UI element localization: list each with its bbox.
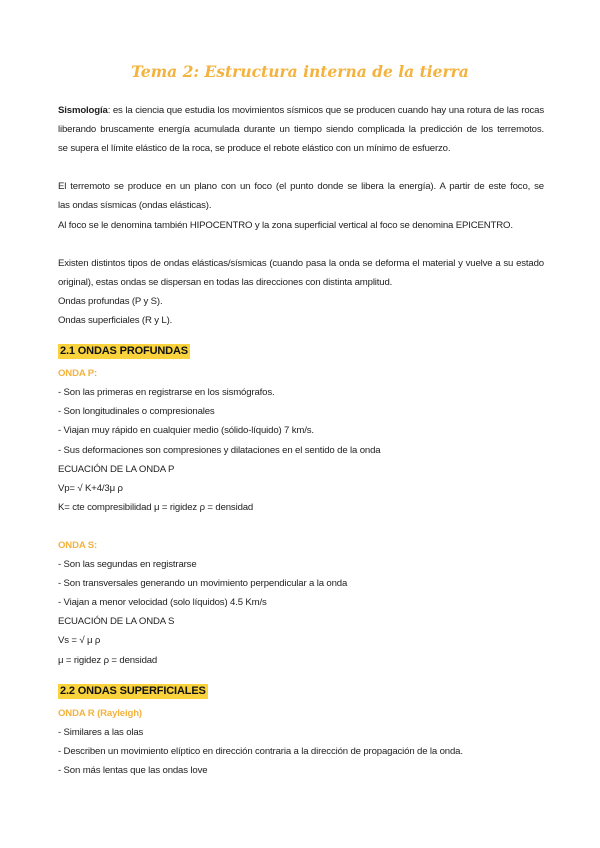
intro-line-1 — [58, 101, 544, 120]
onda-s-item-2: - Son transversales generando un movimiento perpendicular a la onda — [58, 578, 348, 590]
onda-r-item-2: - Describen un movimiento elíptico en dirección contraria a la dirección de propagación de la onda. — [58, 745, 463, 757]
term-sismologia: Sismología — [58, 105, 108, 116]
para3-line-1: Existen distintos tipos de ondas elásticas/sísmicas (cuando pasa la onda se deforma el material y vuelve a su estado — [58, 257, 544, 269]
onda-p-eq-legend: K= cte compresibilidad μ = rigidez ρ = densidad — [58, 501, 254, 513]
document-title: Tema 2: Estructura interna de la tierra — [131, 62, 469, 81]
section-heading-ondas-superficiales — [58, 680, 544, 704]
para3-line-2: original), estas ondas se dispersan en todas las direcciones con distinta amplitud. — [58, 276, 393, 288]
spacer — [58, 517, 544, 536]
section-heading-text: 2.1 ONDAS PROFUNDAS — [60, 345, 188, 358]
onda-s-equation: Vs = √ μ ρ — [58, 635, 101, 647]
para3-line-3: Ondas profundas (P y S). — [58, 295, 163, 307]
intro-line-1-rest: : es la ciencia que estudia los movimientos sísmicos que se producen cuando hay una rotura de las rocas — [107, 105, 544, 116]
onda-r-item-1: - Similares a las olas — [58, 726, 144, 738]
onda-s-eq-legend: μ = rigidez ρ = densidad — [58, 654, 158, 666]
spacer — [58, 670, 544, 680]
onda-r-item-3: - Son más lentas que las ondas love — [58, 764, 208, 776]
para2-line-1: El terremoto se produce en un plano con un foco (el punto donde se libera la energía). A partir de este foco, se — [58, 181, 544, 193]
onda-s-label: ONDA S: — [58, 539, 98, 551]
onda-p-item-4: - Sus deformaciones son compresiones y dilataciones en el sentido de la onda — [58, 444, 381, 456]
onda-r-label: ONDA R (Rayleigh) — [58, 707, 142, 719]
section-heading-text: 2.2 ONDAS SUPERFICIALES — [60, 684, 206, 697]
onda-s-item-3: - Viajan a menor velocidad (solo líquidos) 4.5 Km/s — [58, 597, 267, 609]
onda-p-item-1: - Son las primeras en registrarse en los sismógrafos. — [58, 387, 275, 399]
spacer — [58, 330, 544, 340]
onda-p-item-3: - Viajan muy rápido en cualquier medio (sólido-líquido) 7 km/s. — [58, 425, 314, 437]
para3-line-4: Ondas superficiales (R y L). — [58, 315, 173, 327]
onda-s-item-1: - Son las segundas en registrarse — [58, 559, 197, 571]
onda-p-item-2: - Son longitudinales o compresionales — [58, 406, 215, 418]
onda-s-eq-title: ECUACIÓN DE LA ONDA S — [58, 616, 175, 628]
spacer — [58, 158, 544, 177]
section-heading-ondas-profundas — [58, 340, 544, 364]
onda-p-label: ONDA P: — [58, 368, 98, 380]
onda-p-equation: Vp= √ K+4/3μ ρ — [58, 482, 123, 494]
intro-line-2: liberando bruscamente energía acumulada durante un tiempo siendo complicada la predicción de los terremotos. — [58, 124, 544, 136]
para2-line-3: Al foco se le denomina también HIPOCENTRO y la zona superficial vertical al foco se denomina EPICENTRO. — [58, 219, 513, 231]
intro-line-3: se supera el límite elástico de la roca, se produce el rebote elástico con un mínimo de esfuerzo. — [58, 143, 451, 155]
spacer — [58, 235, 544, 254]
onda-p-eq-title: ECUACIÓN DE LA ONDA P — [58, 463, 175, 475]
document-body — [58, 101, 544, 780]
para2-line-2: las ondas sísmicas (ondas elásticas). — [58, 200, 212, 212]
